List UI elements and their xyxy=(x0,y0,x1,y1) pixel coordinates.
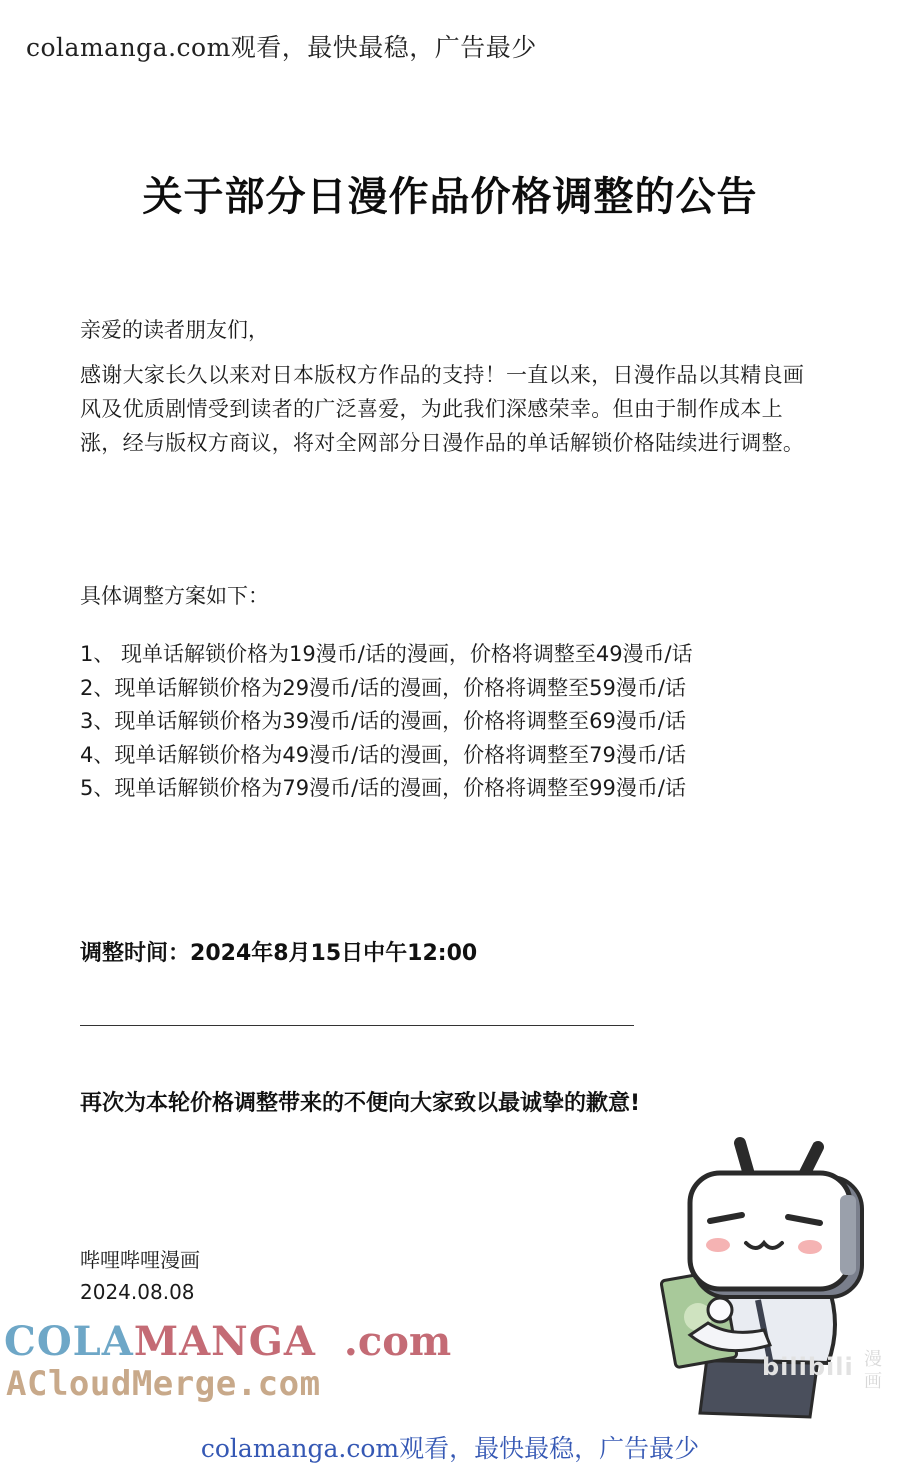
plan-heading: 具体调整方案如下： xyxy=(80,584,269,608)
colamanga-logo-part: MANGA xyxy=(133,1318,316,1365)
time-value: 2024年8月15日中午12:00 xyxy=(190,941,478,966)
greeting: 亲爱的读者朋友们， xyxy=(80,318,269,342)
acloudmerge-logo: ACloudMerge.com xyxy=(6,1364,321,1404)
adjustment-time xyxy=(80,936,477,967)
divider xyxy=(80,1025,634,1026)
bilibili-manga-char: 漫 xyxy=(864,1349,882,1370)
colamanga-logo xyxy=(4,1318,451,1365)
bottom-watermark: colamanga.com观看，最快最稳，广告最少 xyxy=(200,1434,700,1463)
bilibili-manga-logo xyxy=(862,1349,884,1393)
colamanga-logo-part: .com xyxy=(343,1318,452,1365)
intro-paragraph: 感谢大家长久以来对日本版权方作品的支持！一直以来，日漫作品以其精良画风及优质剧情受到读者的广泛喜爱，为此我们深感荣幸。但由于制作成本上涨，经与版权方商议，将对全网部分日漫作品的单话解锁价格陆续进行调整。 xyxy=(80,363,805,455)
plan-item: 5、现单话解锁价格为79漫币/话的漫画，价格将调整至99漫币/话 xyxy=(80,776,686,800)
signature-date: 2024.08.08 xyxy=(80,1280,195,1304)
plan-item: 3、现单话解锁价格为39漫币/话的漫画，价格将调整至69漫币/话 xyxy=(80,709,686,733)
colamanga-logo-part: COLA xyxy=(4,1318,134,1365)
bilibili-logo: bilibili xyxy=(762,1353,854,1381)
plan-item: 2、现单话解锁价格为29漫币/话的漫画，价格将调整至59漫币/话 xyxy=(80,675,686,700)
time-label: 调整时间： xyxy=(80,941,191,966)
signature: 哔哩哔哩漫画 xyxy=(80,1248,200,1272)
bilibili-manga-char: 画 xyxy=(864,1371,882,1392)
notice-title: 关于部分日漫作品价格调整的公告 xyxy=(142,174,758,220)
plan-list xyxy=(80,638,693,806)
plan-item: 4、现单话解锁价格为49漫币/话的漫画，价格将调整至79漫币/话 xyxy=(80,742,686,767)
top-watermark: colamanga.com观看，最快最稳，广告最少 xyxy=(26,33,537,62)
apology-text: 再次为本轮价格调整带来的不便向大家致以最诚挚的歉意! xyxy=(80,1091,641,1116)
plan-item: 1、 现单话解锁价格为19漫币/话的漫画，价格将调整至49漫币/话 xyxy=(80,642,693,666)
